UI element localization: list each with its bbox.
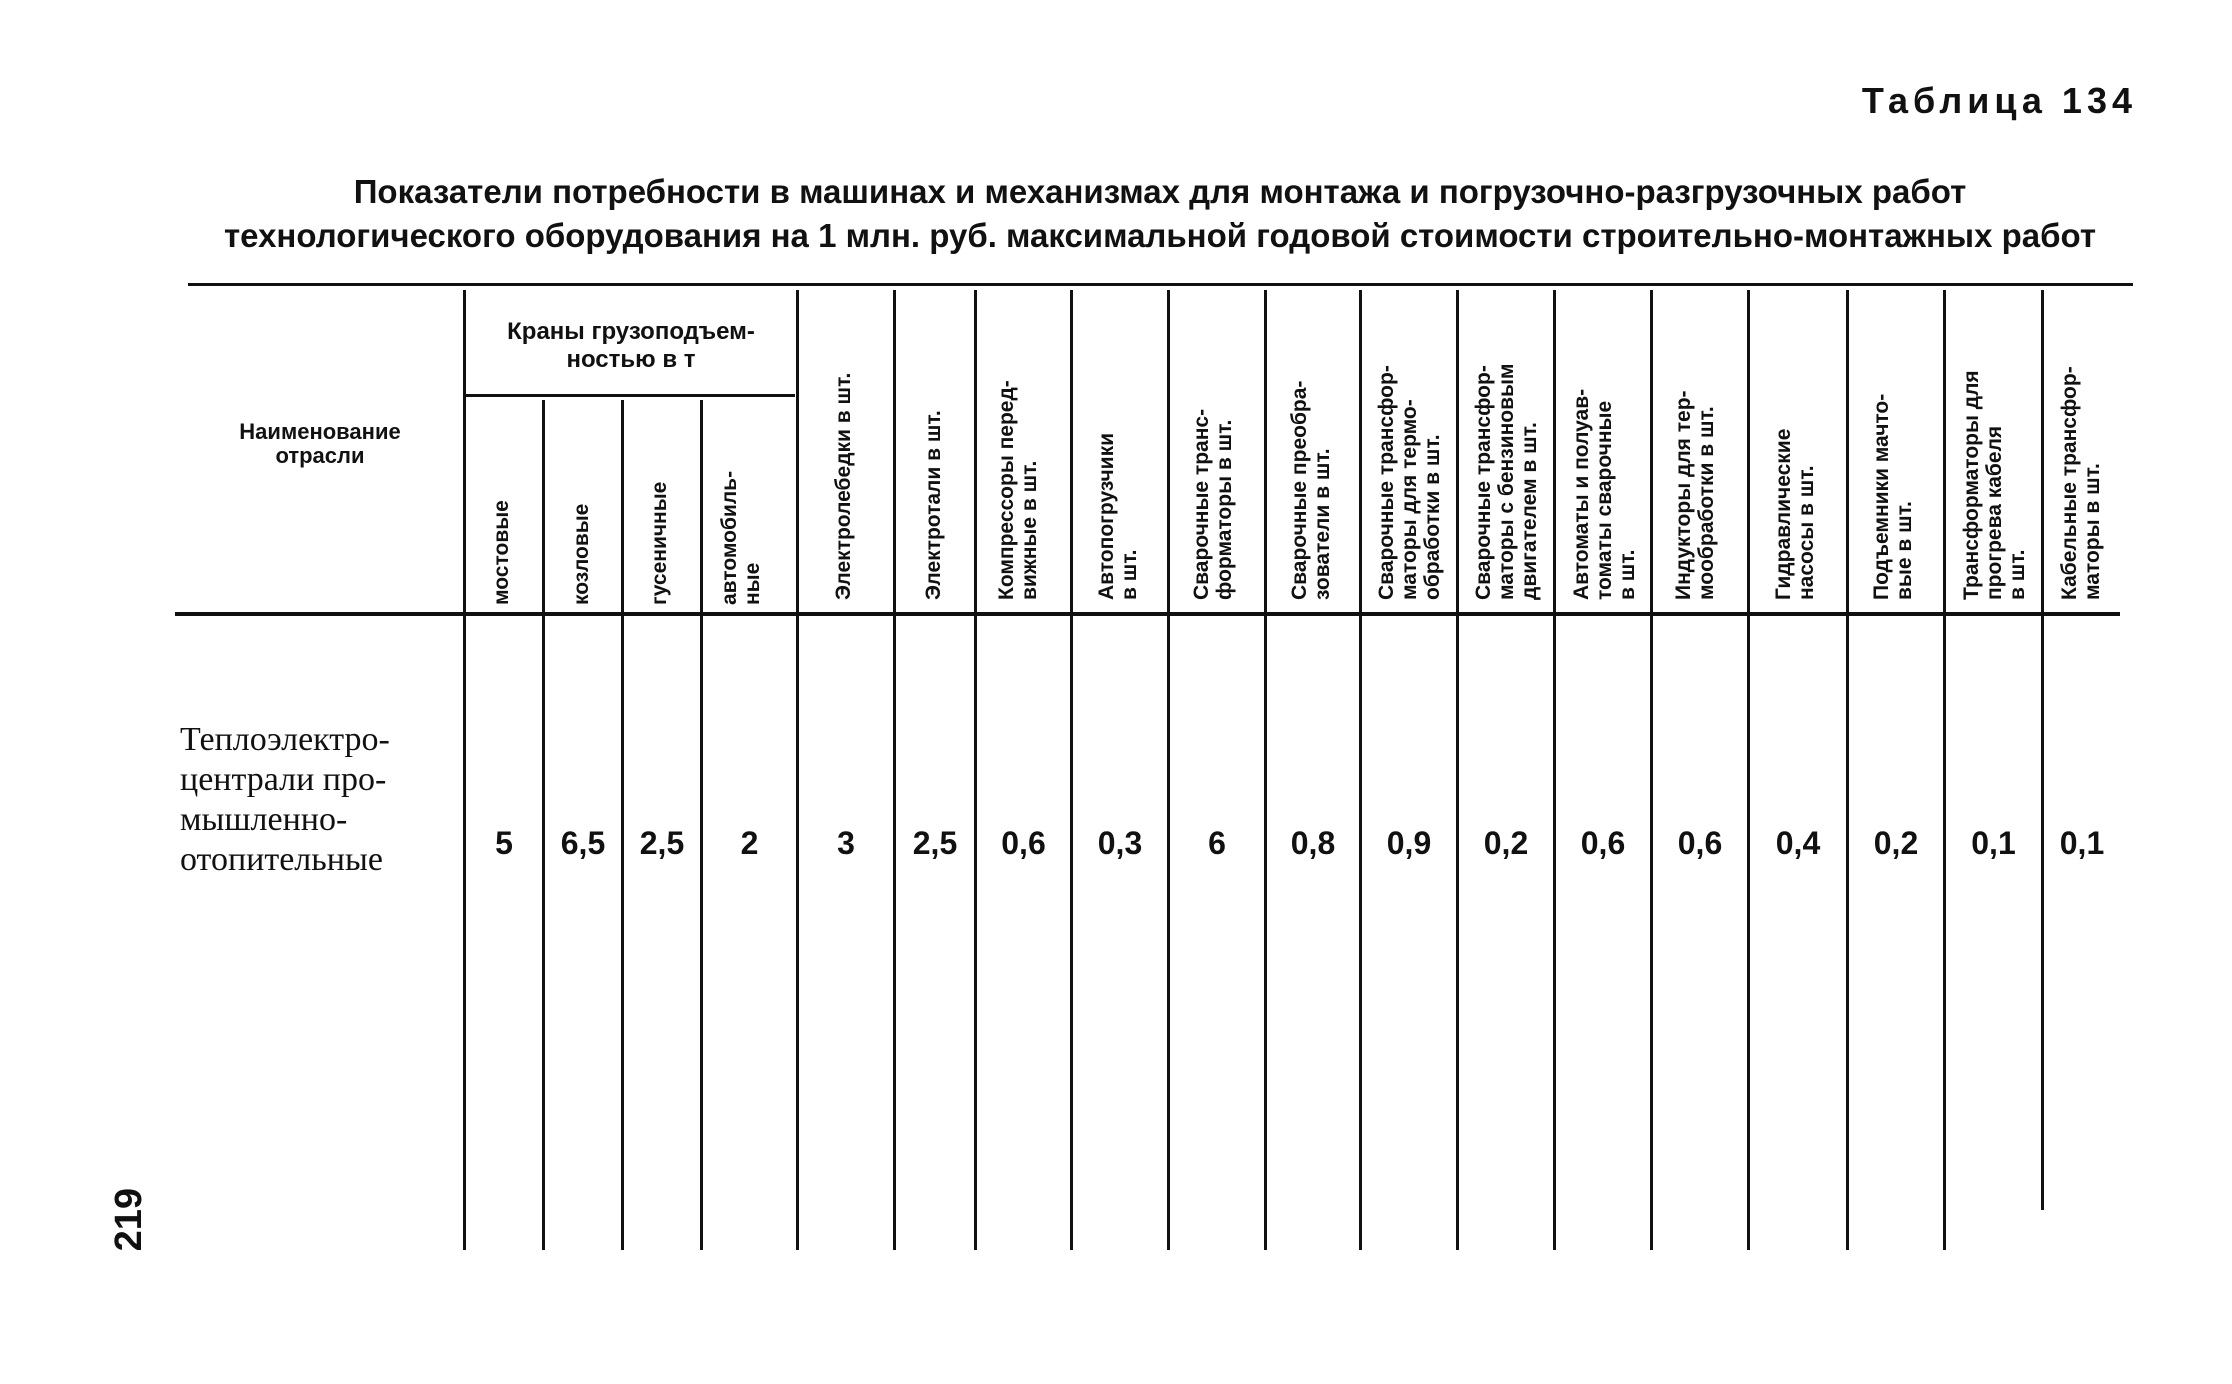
crane-col-header: козловые <box>570 503 593 605</box>
table-top-rule <box>188 283 2133 286</box>
value-cell: 2,5 <box>639 825 685 861</box>
page-number: 219 <box>108 1188 150 1252</box>
column-header: Кабельные трансфор- маторы в шт. <box>2058 366 2104 600</box>
col-rule <box>1359 290 1362 1250</box>
column-header: Электролебедки в шт. <box>832 372 855 600</box>
value-cell: 6,5 <box>560 825 606 861</box>
value-cell: 0,1 <box>1971 825 2016 861</box>
column-header: Сварочные преобра- зователи в шт. <box>1288 380 1334 600</box>
branch-column-header: Наименование отрасли <box>239 419 401 468</box>
col-rule <box>1846 290 1849 1250</box>
col-rule <box>1553 290 1556 1250</box>
value-cell: 3 <box>837 825 855 861</box>
column-header: Сварочные транс- форматоры в шт. <box>1190 408 1236 600</box>
value-cell: 0,4 <box>1775 825 1821 861</box>
cranes-group-header: Краны грузоподъем- ностью в т <box>507 318 755 373</box>
crane-col-header: гусеничные <box>648 481 671 605</box>
col-rule <box>893 290 896 1250</box>
column-header: Сварочные трансфор- маторы для термо- обработки в шт. <box>1375 365 1444 600</box>
crane-col-header: мостовые <box>490 500 513 605</box>
col-rule <box>1747 290 1750 1250</box>
value-cell: 0,3 <box>1097 825 1143 861</box>
col-rule <box>1456 290 1459 1250</box>
value-cell: 0,6 <box>1580 825 1626 861</box>
value-cell: 0,2 <box>1873 825 1919 861</box>
branch-name: Теплоэлектро- централи про- мышленно- отопительные <box>180 721 390 878</box>
column-header: Трансформаторы для прогрева кабеля в шт. <box>1960 370 2029 600</box>
column-header: Автоматы и полуав- томаты сварочные в шт. <box>1570 388 1639 600</box>
col-rule <box>1264 290 1267 1250</box>
col-rule <box>1650 290 1653 1250</box>
cranes-group-rule <box>465 394 795 397</box>
column-header: Гидравлические насосы в шт. <box>1772 428 1818 600</box>
value-cell: 0,6 <box>1677 825 1723 861</box>
column-header: Индукторы для тер- мообработки в шт. <box>1672 390 1718 600</box>
crane-col-header: автомобиль- ные <box>718 470 764 605</box>
col-rule <box>1167 290 1170 1250</box>
column-header: Электротали в шт. <box>922 410 945 600</box>
value-cell: 0,9 <box>1386 825 1432 861</box>
value-cell: 0,8 <box>1290 825 1336 861</box>
col-rule <box>1070 290 1073 1250</box>
table-label: Таблица 134 <box>1861 80 2137 121</box>
col-rule <box>796 290 799 1250</box>
column-header: Автопогрузчики в шт. <box>1095 432 1141 600</box>
value-cell: 2 <box>740 825 759 861</box>
title-line-1: Показатели потребности в машинах и механизмах для монтажа и погрузочно-разгрузочных работ <box>353 173 1967 210</box>
value-cell: 0,6 <box>1001 825 1046 861</box>
col-rule <box>1943 290 1946 1250</box>
column-header: Подъемники мачто- вые в шт. <box>1870 393 1916 600</box>
col-rule <box>2041 290 2044 1210</box>
table-title <box>180 170 2140 258</box>
value-cell: 0,2 <box>1483 825 1529 861</box>
column-header: Сварочные трансфор- маторы с бензиновым двигателем в шт. <box>1472 363 1541 600</box>
col-rule <box>463 290 466 1250</box>
title-line-2: технологического оборудования на 1 млн. руб. максимальной годовой стоимости строительно-монтажных работ <box>224 217 2096 254</box>
col-rule <box>974 290 977 1250</box>
value-cell: 2,5 <box>912 825 958 861</box>
header-bottom-rule <box>175 612 2120 616</box>
value-cell: 5 <box>495 825 513 861</box>
value-cell: 6 <box>1208 825 1226 861</box>
column-header: Компрессоры перед- вижные в шт. <box>995 380 1041 600</box>
value-cell: 0,1 <box>2059 825 2105 861</box>
